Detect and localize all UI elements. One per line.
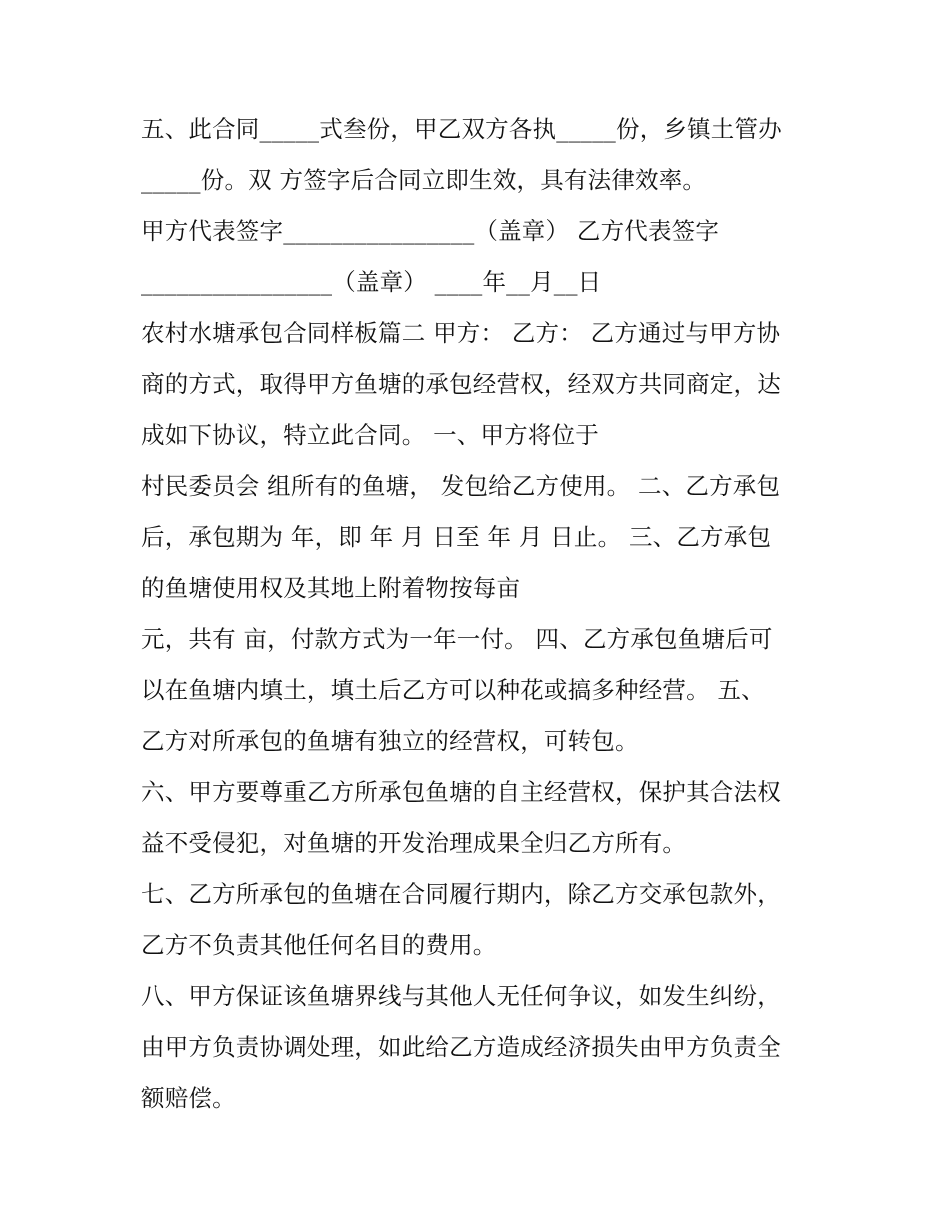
- text-line: 村民委员会 组所有的鱼塘， 发包给乙方使用。 二、乙方承包: [141, 472, 781, 500]
- text-line: 益不受侵犯，对鱼塘的开发治理成果全归乙方所有。: [141, 829, 687, 857]
- text-line: 后，承包期为 年，即 年 月 日至 年 月 日止。 三、乙方承包: [141, 523, 772, 551]
- text-line: 甲方代表签字________________（盖章） 乙方代表签字: [141, 217, 720, 245]
- text-line: 以在鱼塘内填土，填土后乙方可以种花或搞多种经营。 五、: [141, 676, 765, 704]
- text-line: _____份。双 方签字后合同立即生效，具有法律效率。: [141, 166, 707, 194]
- text-line: 乙方不负责其他任何名目的费用。: [141, 931, 497, 959]
- text-line: 乙方对所承包的鱼塘有独立的经营权，可转包。: [141, 727, 639, 755]
- text-line: 商的方式，取得甲方鱼塘的承包经营权，经双方共同商定，达: [141, 370, 781, 398]
- text-line: 八、甲方保证该鱼塘界线与其他人无任何争议，如发生纠纷，: [141, 982, 781, 1010]
- document-body: [141, 104, 821, 1124]
- text-line: 元，共有 亩，付款方式为一年一付。 四、乙方承包鱼塘后可: [141, 625, 773, 653]
- text-line: 五、此合同_____式叁份，甲乙双方各执_____份，乡镇土管办: [141, 115, 782, 143]
- text-line: 由甲方负责协调处理，如此给乙方造成经济损失由甲方负责全: [141, 1033, 781, 1061]
- text-line: 六、甲方要尊重乙方所承包鱼塘的自主经营权，保护其合法权: [141, 778, 781, 806]
- text-line: ________________（盖章） ____年__月__日: [141, 268, 602, 296]
- text-line: 的鱼塘使用权及其地上附着物按每亩: [141, 574, 521, 602]
- text-line: 额赔偿。: [141, 1084, 236, 1112]
- text-line: 农村水塘承包合同样板篇二 甲方： 乙方： 乙方通过与甲方协: [141, 319, 781, 347]
- text-line: 七、乙方所承包的鱼塘在合同履行期内，除乙方交承包款外，: [141, 880, 781, 908]
- text-line: 成如下协议，特立此合同。 一、甲方将位于: [141, 421, 599, 449]
